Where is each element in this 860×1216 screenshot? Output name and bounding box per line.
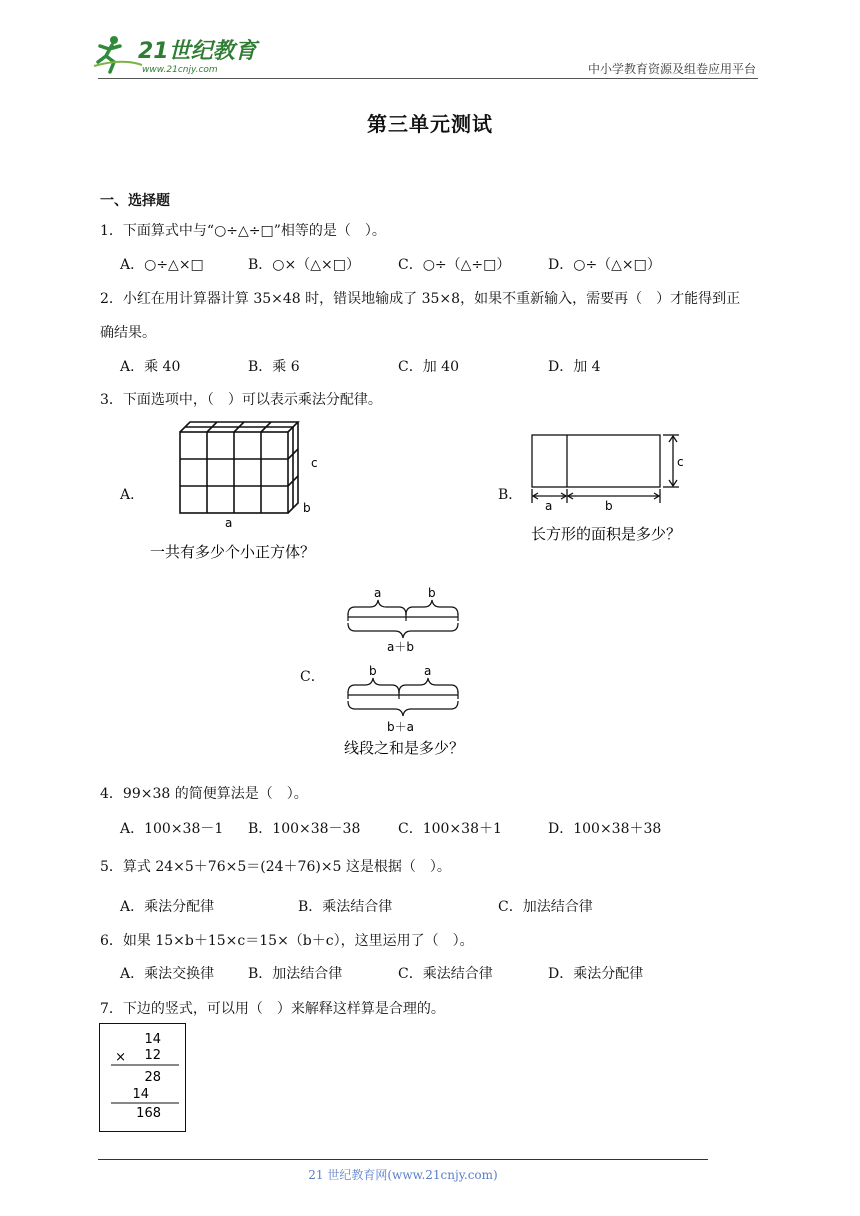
vm-row3: 28: [144, 1070, 161, 1085]
rectangle-figure: [525, 425, 700, 550]
seg-top-a: a: [374, 586, 382, 600]
question-5: 5．算式 24×5＋76×5＝(24＋76)×5 这是根据（ ）。: [100, 859, 451, 875]
question-1: 1．下面算式中与“○÷△÷□”相等的是（ ）。: [100, 223, 386, 239]
segment-figure: [335, 585, 475, 760]
footer-divider: [98, 1159, 708, 1160]
q4-option-a: A．100×38－1: [120, 821, 224, 837]
q5-option-b: B．乘法结合律: [298, 899, 393, 915]
question-6: 6．如果 15×b＋15×c＝15×（b＋c），这里运用了（ ）。: [100, 933, 474, 949]
seg-bot-b: b: [369, 664, 377, 678]
q1-option-a: A．○÷△×□: [120, 257, 204, 273]
q5-option-c: C．加法结合律: [498, 899, 593, 915]
vm-row1: 14: [144, 1032, 161, 1047]
cube-caption: 一共有多少个小正方体？: [150, 543, 316, 561]
q6-option-c: C．乘法结合律: [398, 966, 493, 982]
q1-option-d: D．○÷（△×□）: [548, 257, 661, 273]
q6-option-a: A．乘法交换律: [120, 966, 215, 982]
q3-option-b-label: B．: [498, 487, 523, 503]
seg-bot-sum: b＋a: [387, 720, 414, 734]
q4-option-b: B．100×38－38: [248, 821, 361, 837]
site-logo: [92, 32, 262, 78]
footer-link[interactable]: 21 世纪教育网(www.21cnjy.com): [308, 1168, 498, 1182]
q5-option-a: A．乘法分配律: [120, 899, 215, 915]
q2-option-c: C．加 40: [398, 359, 459, 375]
q4-option-c: C．100×38＋1: [398, 821, 502, 837]
section-heading: 一、选择题: [100, 193, 170, 209]
q3-option-c-label: C．: [300, 669, 325, 685]
rect-side-a: a: [545, 499, 553, 513]
vm-row2: 12: [144, 1048, 161, 1063]
rect-side-c: c: [677, 455, 684, 469]
logo-url: www.21cnjy.com: [142, 65, 218, 75]
header-divider: [98, 78, 758, 79]
question-2: 2．小红在用计算器计算 35×48 时，错误地输成了 35×8，如果不重新输入，需要再（ ）才能得到正: [100, 291, 741, 307]
cube-grid-figure: [145, 410, 345, 570]
vertical-multiplication: [99, 1023, 187, 1133]
q1-option-b: B．○×（△×□）: [248, 257, 360, 273]
question-3: 3．下面选项中，（ ）可以表示乘法分配律。: [100, 392, 382, 408]
seg-caption: 线段之和是多少？: [344, 739, 465, 757]
rect-side-b: b: [605, 499, 613, 513]
cube-side-b: b: [303, 501, 311, 515]
vm-row4: 14: [132, 1087, 149, 1102]
vm-row5: 168: [136, 1106, 161, 1121]
q2-option-b: B．乘 6: [248, 359, 300, 375]
page-title: 第三单元测试: [367, 112, 493, 136]
question-4: 4．99×38 的简便算法是（ ）。: [100, 786, 308, 802]
q6-option-b: B．加法结合律: [248, 966, 343, 982]
rect-caption: 长方形的面积是多少？: [531, 525, 682, 543]
q6-option-d: D．乘法分配律: [548, 966, 644, 982]
q1-option-c: C．○÷（△÷□）: [398, 257, 511, 273]
question-7: 7．下边的竖式，可以用（ ）来解释这样算是合理的。: [100, 1001, 445, 1017]
logo-text: 21世纪教育: [138, 39, 257, 64]
q2-option-a: A．乘 40: [120, 359, 181, 375]
seg-top-b: b: [428, 586, 436, 600]
vm-sign: ×: [115, 1050, 126, 1065]
cube-side-a: a: [225, 516, 233, 530]
seg-bot-a: a: [424, 664, 432, 678]
site-name: 中小学教育资源及组卷应用平台: [587, 62, 756, 76]
q3-option-a-label: A．: [120, 487, 145, 503]
cube-side-c: c: [311, 456, 318, 470]
question-2-cont: 确结果。: [100, 325, 156, 341]
seg-top-sum: a＋b: [387, 640, 414, 654]
q2-option-d: D．加 4: [548, 359, 601, 375]
q4-option-d: D．100×38＋38: [548, 821, 662, 837]
